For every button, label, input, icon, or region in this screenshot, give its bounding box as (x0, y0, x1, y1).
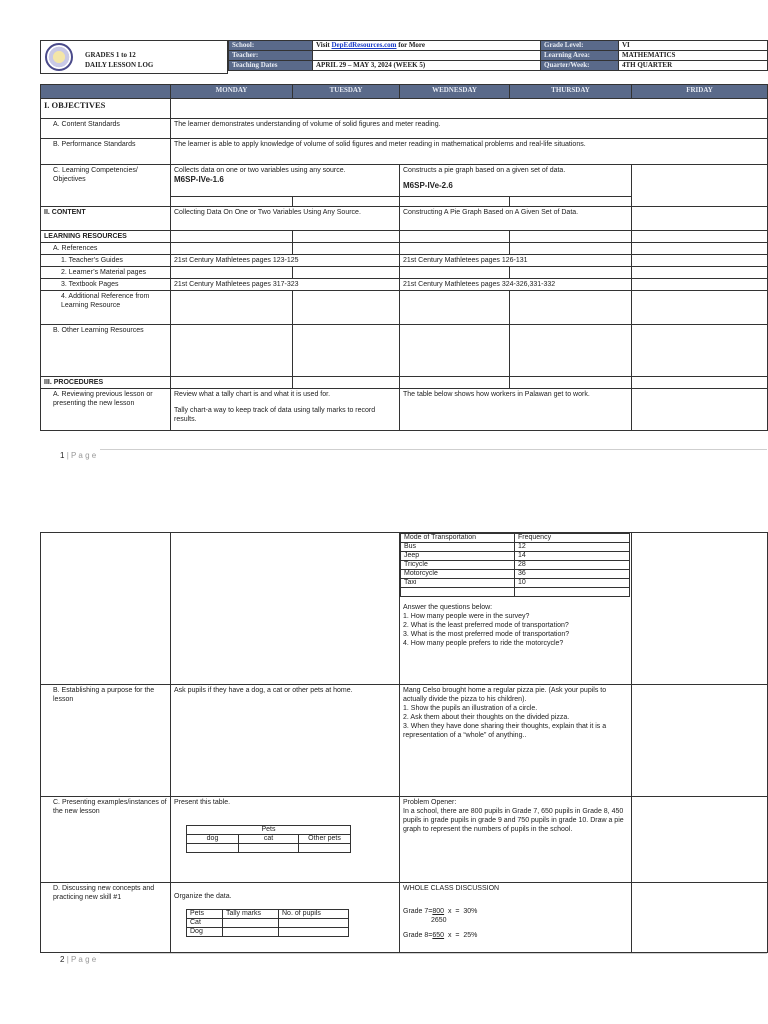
question-item: 1. How many people were in the survey? (403, 613, 530, 620)
teacher-label: Teacher: (229, 51, 313, 61)
objectives-blank (171, 99, 768, 119)
table-cell (299, 844, 351, 853)
table-cell (239, 844, 299, 853)
table-row (401, 552, 630, 561)
objectives-heading: I. OBJECTIVES (41, 99, 171, 119)
cell (293, 325, 400, 377)
header-info-table (228, 40, 768, 71)
transport-header-frequency: Frequency (515, 534, 630, 543)
cell (632, 325, 768, 377)
table-cell: Cat (187, 919, 223, 928)
fri-competency (632, 165, 768, 207)
wed-discussing (400, 883, 632, 953)
table-cell: 14 (515, 552, 630, 561)
cell (510, 231, 632, 243)
grade7-denominator: 2650 (431, 917, 447, 924)
pets-title: Pets (187, 826, 351, 835)
table-cell: 12 (515, 543, 630, 552)
cell (400, 243, 510, 255)
cell (171, 291, 293, 325)
cell (632, 685, 768, 797)
mon-textbook: 21st Century Mathletees pages 317-323 (171, 279, 400, 291)
cell (632, 267, 768, 279)
cell (293, 197, 400, 207)
grade-level-value: VI (619, 41, 768, 51)
day-header-wednesday: WEDNESDAY (400, 85, 510, 99)
procedures-label: III. PROCEDURES (41, 377, 171, 389)
cell (632, 389, 768, 431)
cell (293, 377, 400, 389)
lesson-log-table-page2 (40, 532, 768, 953)
cell (400, 325, 510, 377)
fri-content (632, 207, 768, 231)
wed-competency-text: Constructs a pie graph based on a given set of data. (403, 167, 566, 174)
cell (400, 267, 510, 279)
cell (41, 533, 171, 685)
establishing-purpose-label: B. Establishing a purpose for the lesson (41, 685, 171, 797)
cell (632, 883, 768, 953)
cell (400, 197, 510, 207)
questions-intro: Answer the questions below: (403, 604, 493, 611)
school-label: School: (229, 41, 313, 51)
tally-header-pets: Pets (187, 910, 223, 919)
deped-seal-icon (45, 43, 73, 71)
table-cell: Jeep (401, 552, 515, 561)
cell (171, 325, 293, 377)
performance-standards-text: The learner is able to apply knowledge of volume of solid figures and meter reading in mathematical problems and real-life situations. (171, 139, 768, 165)
cell (171, 533, 400, 685)
table-cell: Dog (187, 928, 223, 937)
cell (171, 243, 293, 255)
transport-header-mode: Mode of Transportation (401, 534, 515, 543)
footer-rule (100, 953, 767, 954)
cell (171, 231, 293, 243)
cell (632, 231, 768, 243)
wed-competency (400, 165, 632, 197)
day-header-monday: MONDAY (171, 85, 293, 99)
reviewing-lesson-label: A. Reviewing previous lesson or presenting the new lesson (41, 389, 171, 431)
mon-presenting (171, 797, 400, 883)
cell (632, 291, 768, 325)
discussing-concepts-label: D. Discussing new concepts and practicing new skill #1 (41, 883, 171, 953)
table-row (401, 543, 630, 552)
wed-transport-cell (400, 533, 632, 685)
title-line1: GRADES 1 to 12 (85, 51, 136, 59)
cell (293, 267, 400, 279)
title-line2: DAILY LESSON LOG (85, 61, 154, 69)
table-row (401, 588, 630, 597)
page-word: | P a g e (66, 955, 97, 964)
wed-teachers-guide: 21st Century Mathletees pages 126-131 (400, 255, 632, 267)
wed-competency-code: M6SP-IVe-2.6 (403, 181, 453, 190)
transport-questions (400, 597, 631, 648)
table-cell (515, 588, 630, 597)
cell (400, 291, 510, 325)
cell (632, 377, 768, 389)
table-row (187, 928, 349, 937)
content-label: II. CONTENT (41, 207, 171, 231)
table-cell: 28 (515, 561, 630, 570)
mon-reviewing (171, 389, 400, 431)
table-row (401, 561, 630, 570)
mon-review-line2: Tally chart-a way to keep track of data using tally marks to record results. (174, 407, 376, 423)
cell (171, 377, 293, 389)
cell (632, 533, 768, 685)
mon-content: Collecting Data On One or Two Variables Using Any Source. (171, 207, 400, 231)
table-cell: Motorcycle (401, 570, 515, 579)
presenting-examples-label: C. Presenting examples/instances of the new lesson (41, 797, 171, 883)
problem-opener-title: Problem Opener: (403, 799, 457, 806)
teachers-guides-label: 1. Teacher’s Guides (41, 255, 171, 267)
header-title-block (40, 40, 228, 74)
page-number: 2 (60, 955, 65, 964)
lesson-log-table-page1 (40, 84, 768, 431)
cell (171, 267, 293, 279)
table-cell (187, 844, 239, 853)
page-word: | P a g e (66, 451, 97, 460)
question-item: 2. What is the least preferred mode of transportation? (403, 622, 569, 629)
table-cell: Taxi (401, 579, 515, 588)
grade8-formula: Grade 8=650 x = 25% (403, 932, 478, 939)
cell (293, 243, 400, 255)
cell (510, 377, 632, 389)
content-standards-label: A. Content Standards (41, 119, 171, 139)
cell (510, 325, 632, 377)
mon-competency-code: M6SP-IVe-1.6 (174, 175, 224, 184)
additional-reference-label: 4. Additional Reference from Learning Resource (41, 291, 171, 325)
content-standards-text: The learner demonstrates understanding of volume of solid figures and meter reading. (171, 119, 768, 139)
transport-table (400, 533, 630, 597)
wed-reviewing: The table below shows how workers in Palawan get to work. (400, 389, 632, 431)
mon-review-line1: Review what a tally chart is and what it is used for. (174, 391, 331, 398)
table-cell (223, 919, 279, 928)
problem-opener-text: In a school, there are 800 pupils in Grade 7, 650 pupils in Grade 8, 450 pupils in grade pupils in grade 9 and 750 pupils in grade 10. Draw a pie graph to represent the numbers of pupils in the school. (403, 808, 624, 833)
cell (510, 291, 632, 325)
pets-col-dog: dog (187, 835, 239, 844)
wed-presenting (400, 797, 632, 883)
tally-header-marks: Tally marks (223, 910, 279, 919)
table-cell (223, 928, 279, 937)
teaching-dates-label: Teaching Dates (229, 61, 313, 71)
page-footer-1 (60, 451, 96, 460)
table-row (401, 570, 630, 579)
table-cell: Tricycle (401, 561, 515, 570)
table-row (187, 919, 349, 928)
day-header-tuesday: TUESDAY (293, 85, 400, 99)
mon-competency-text: Collects data on one or two variables using any source. (174, 167, 346, 174)
table-cell (401, 588, 515, 597)
table-cell: 36 (515, 570, 630, 579)
mon-presenting-text: Present this table. (174, 799, 231, 806)
teaching-dates-value: APRIL 29 – MAY 3, 2024 (WEEK 5) (313, 61, 541, 71)
school-value: Visit DepEdResources.com for More (313, 41, 541, 51)
cell (510, 197, 632, 207)
header-title (85, 50, 153, 70)
mon-teachers-guide: 21st Century Mathletees pages 123-125 (171, 255, 400, 267)
quarter-week-label: Quarter/Week: (541, 61, 619, 71)
learning-area-label: Learning Area: (541, 51, 619, 61)
grade7-formula: Grade 7=800 x = 30% (403, 908, 478, 915)
wed-textbook: 21st Century Mathletees pages 324-326,331-332 (400, 279, 632, 291)
performance-standards-label: B. Performance Standards (41, 139, 171, 165)
learning-competencies-label: C. Learning Competencies/ Objectives (41, 165, 171, 207)
other-resources-label: B. Other Learning Resources (41, 325, 171, 377)
day-header-friday: FRIDAY (632, 85, 768, 99)
pets-col-cat: cat (239, 835, 299, 844)
cell (510, 243, 632, 255)
teacher-value (313, 51, 541, 61)
cell (293, 231, 400, 243)
cell (632, 279, 768, 291)
mon-competency (171, 165, 400, 197)
wed-establishing: Mang Celso brought home a regular pizza pie. (Ask your pupils to actually divide the pizza to his children). 1. Show the pupils an illustration of a circle. 2. Ask them about their thoughts on the divided pizza. 3. When they have done sharing their thoughts, explain that it is a representation of a “whole” of anything.. (400, 685, 632, 797)
table-cell: Bus (401, 543, 515, 552)
textbook-pages-label: 3. Textbook Pages (41, 279, 171, 291)
cell (293, 291, 400, 325)
wed-content: Constructing A Pie Graph Based on A Given Set of Data. (400, 207, 632, 231)
whole-class-title: WHOLE CLASS DISCUSSION (403, 885, 500, 892)
tally-table (186, 909, 349, 937)
footer-rule (100, 449, 767, 450)
day-header-blank (41, 85, 171, 99)
page-number: 1 (60, 451, 65, 460)
tally-header-count: No. of pupils (279, 910, 349, 919)
question-item: 4. How many people prefers to ride the motorcycle? (403, 640, 564, 647)
table-cell (279, 919, 349, 928)
table-cell: 10 (515, 579, 630, 588)
cell (632, 243, 768, 255)
cell (171, 197, 293, 207)
quarter-week-value: 4TH QUARTER (619, 61, 768, 71)
cell (510, 267, 632, 279)
table-row (401, 579, 630, 588)
page-footer-2 (60, 955, 96, 964)
grade-level-label: Grade Level: (541, 41, 619, 51)
depedresources-link[interactable]: DepEdResources.com (331, 41, 397, 49)
cell (400, 377, 510, 389)
question-item: 3. What is the most preferred mode of transportation? (403, 631, 570, 638)
pets-col-other: Other pets (299, 835, 351, 844)
mon-establishing: Ask pupils if they have a dog, a cat or other pets at home. (171, 685, 400, 797)
learners-material-label: 2. Learner’s Material pages (41, 267, 171, 279)
learning-area-value: MATHEMATICS (619, 51, 768, 61)
cell (400, 231, 510, 243)
mon-discussing (171, 883, 400, 953)
day-header-thursday: THURSDAY (510, 85, 632, 99)
cell (632, 797, 768, 883)
table-cell (279, 928, 349, 937)
references-label: A. References (41, 243, 171, 255)
mon-discussing-text: Organize the data. (174, 893, 232, 900)
pets-table (186, 825, 351, 853)
cell (632, 255, 768, 267)
learning-resources-label: LEARNING RESOURCES (41, 231, 171, 243)
